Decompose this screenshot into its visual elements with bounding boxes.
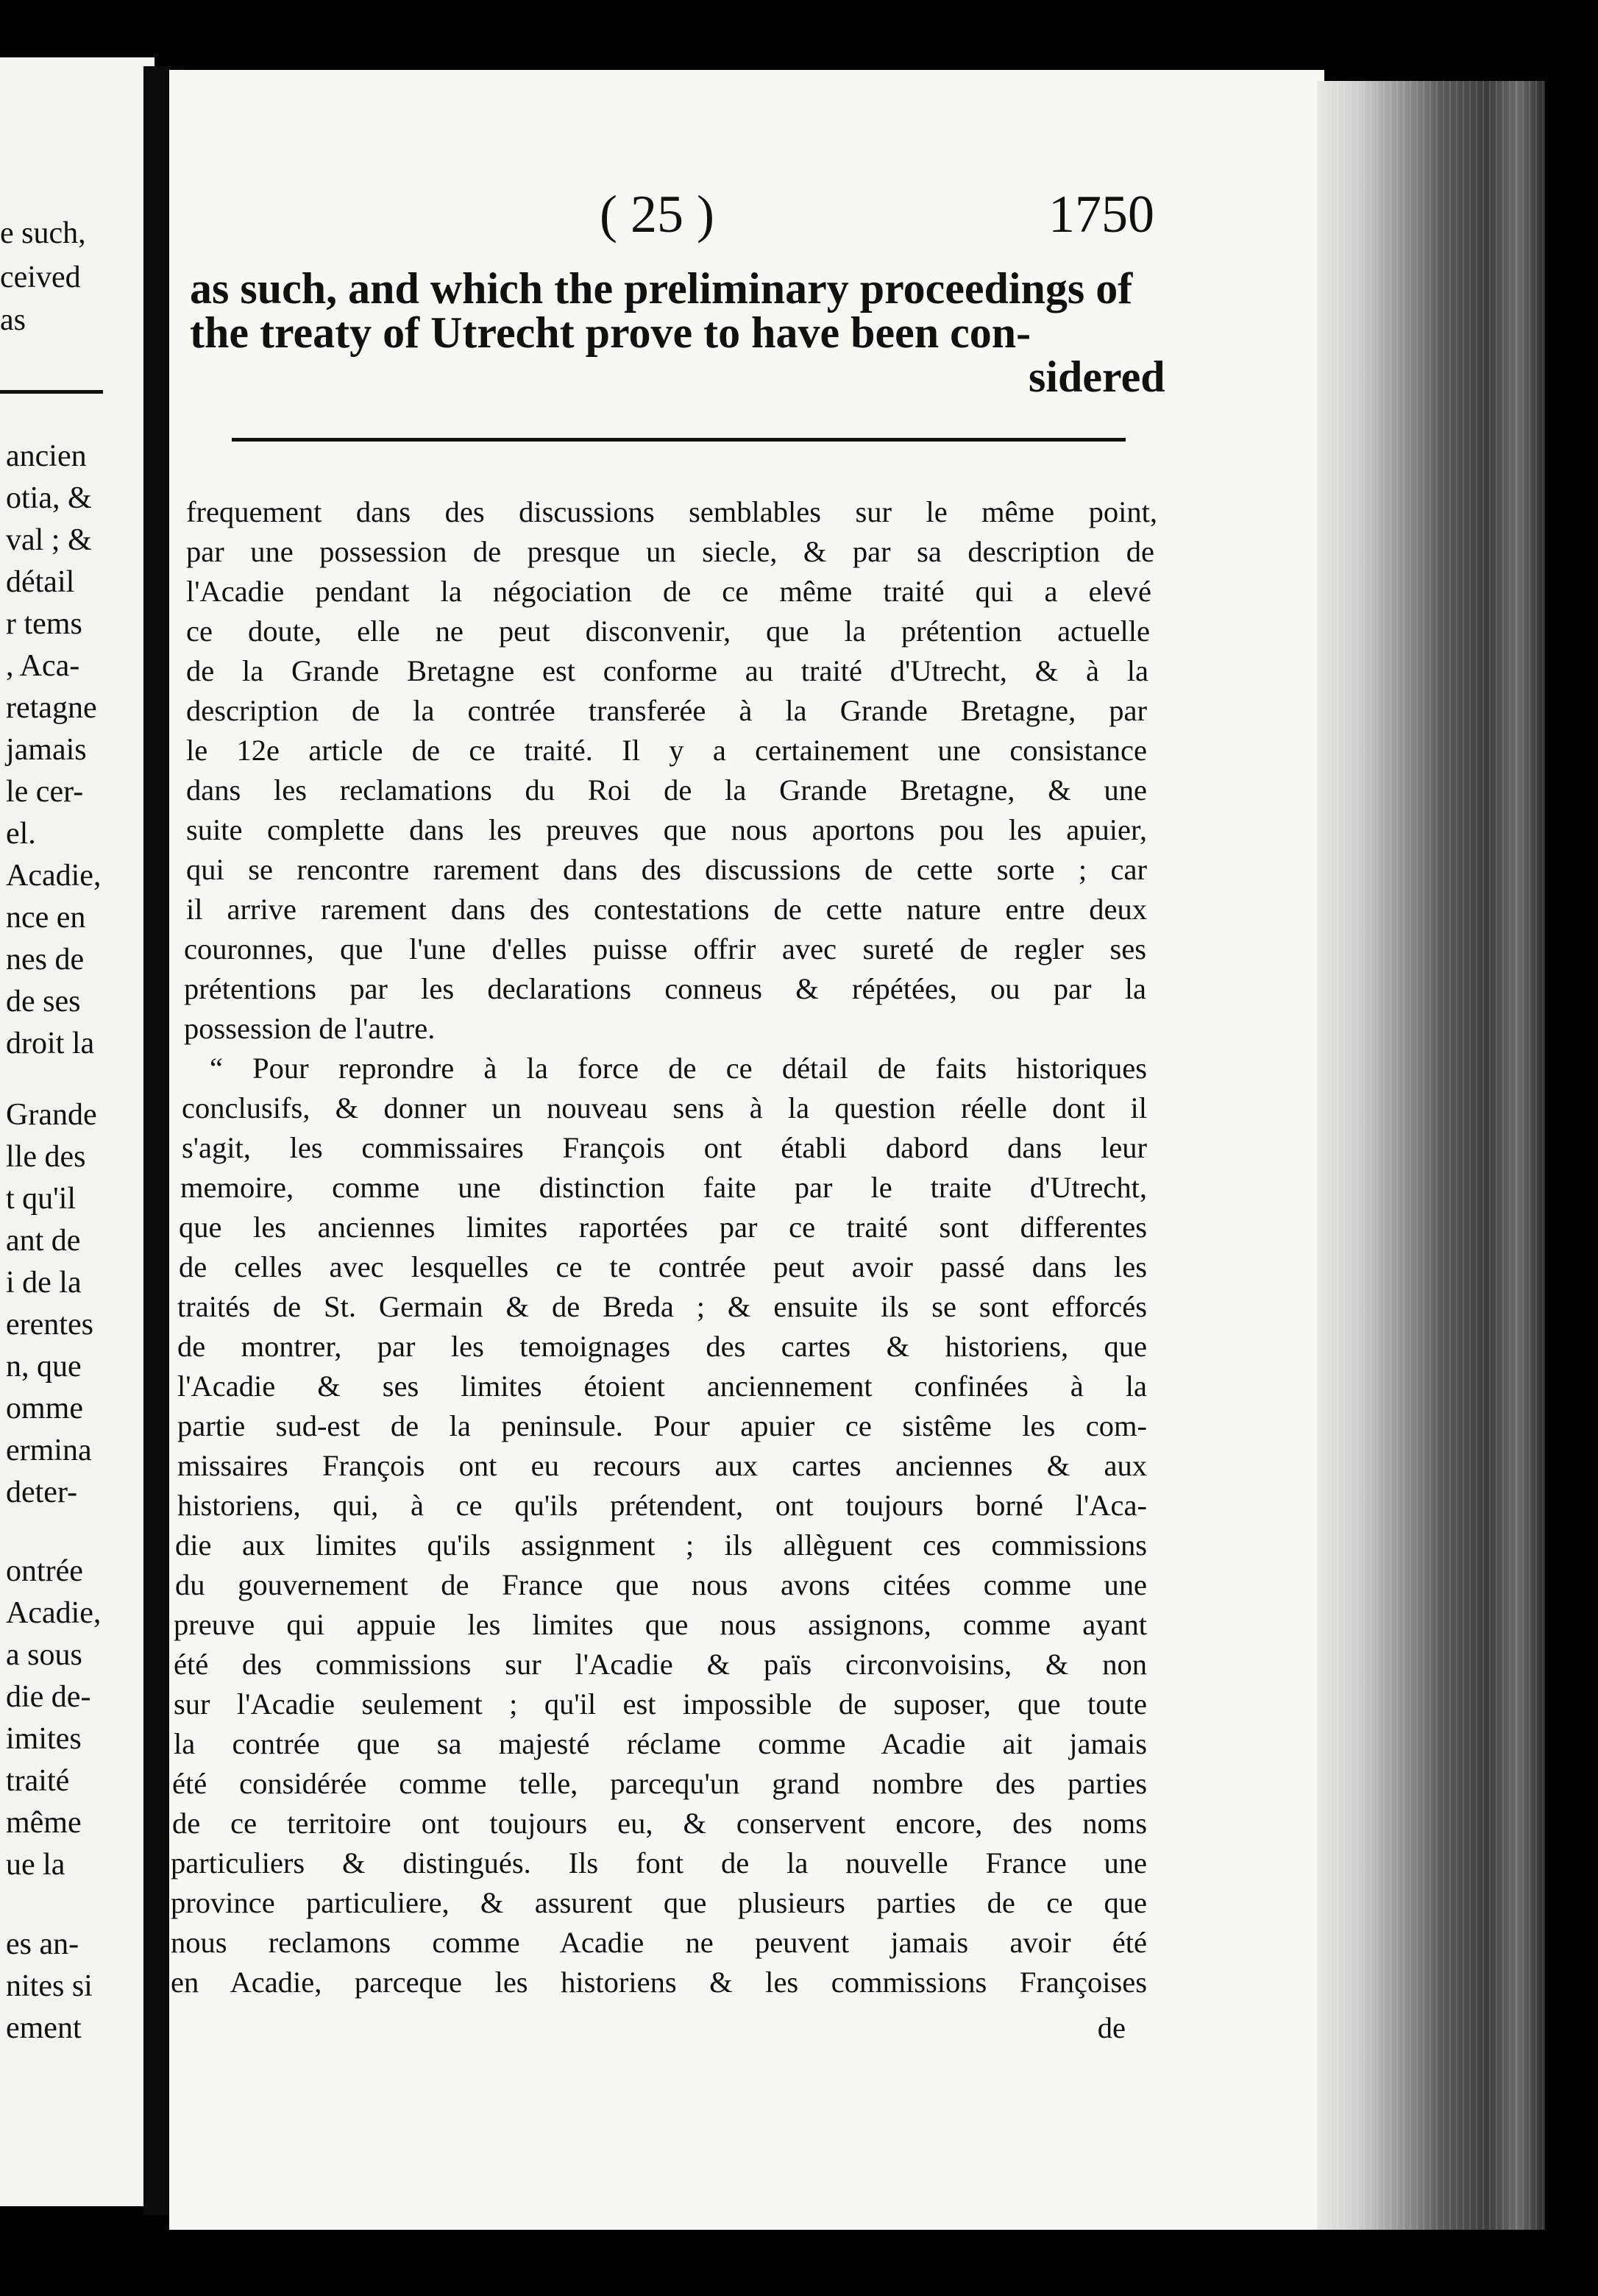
french-text-line: historiens, qui, à ce qu'ils prétendent, ont toujours borné l'Aca- xyxy=(177,1489,1147,1522)
french-text-line: sur l'Acadie seulement ; qu'il est impossible de suposer, que toute xyxy=(174,1687,1147,1721)
left-page-line: as xyxy=(0,303,26,337)
left-page-line: ermina xyxy=(6,1434,92,1467)
french-text-line: particuliers & distingués. Ils font de la nouvelle France une xyxy=(171,1846,1147,1879)
page-year: 1750 xyxy=(1048,185,1154,244)
left-page-line: même xyxy=(6,1806,82,1840)
left-page-line: ontrée xyxy=(6,1554,83,1588)
french-text-line: s'agit, les commissaires François ont établi dabord dans leur xyxy=(182,1131,1147,1164)
french-text-line: suite complette dans les preuves que nous aportons pou les apuier, xyxy=(186,813,1147,846)
left-page-line: es an- xyxy=(6,1927,79,1961)
french-text-line: qui se rencontre rarement dans des discussions de cette sorte ; car xyxy=(186,853,1147,886)
left-page-line: n, que xyxy=(6,1350,82,1383)
left-page-line: r tems xyxy=(6,607,82,641)
catchword: de xyxy=(1097,2011,1126,2044)
french-text-line: description de la contrée transferée à la Grande Bretagne, par xyxy=(186,694,1147,727)
left-page-line: Grande xyxy=(6,1098,97,1132)
french-text-line: conclusifs, & donner un nouveau sens à la question réelle dont il xyxy=(182,1091,1147,1124)
left-page-line: détail xyxy=(6,565,75,599)
french-text-line: nous reclamons comme Acadie ne peuvent jamais avoir été xyxy=(171,1926,1147,1959)
left-page-line: nes de xyxy=(6,943,85,977)
english-text-line: the treaty of Utrecht prove to have been con- xyxy=(190,308,1031,357)
french-text-line: du gouvernement de France que nous avons citées comme une xyxy=(175,1568,1147,1601)
left-page-line: ant de xyxy=(6,1224,81,1258)
french-text-line: ce doute, elle ne peut disconvenir, que la prétention actuelle xyxy=(186,614,1150,648)
french-text-line: il arrive rarement dans des contestations de cette nature entre deux xyxy=(186,893,1147,926)
left-page-line: nce en xyxy=(6,901,86,935)
left-page-line: ancien xyxy=(6,439,87,473)
left-page-line: die de- xyxy=(6,1680,91,1714)
french-text-line: possession de l'autre. xyxy=(184,1012,436,1045)
left-page-line: el. xyxy=(6,817,36,851)
french-text-line: traités de St. Germain & de Breda ; & ensuite ils se sont efforcés xyxy=(177,1290,1147,1323)
left-page-line: a sous xyxy=(6,1638,82,1672)
left-page-line: deter- xyxy=(6,1475,78,1509)
left-page-line: de ses xyxy=(6,985,81,1018)
french-text-line: couronnes, que l'une d'elles puisse offrir avec sureté de regler ses xyxy=(184,932,1146,965)
left-page-line: val ; & xyxy=(6,523,92,557)
french-text-line: preuve qui appuie les limites que nous assignons, comme ayant xyxy=(174,1608,1147,1641)
left-page-line: omme xyxy=(6,1392,83,1425)
french-text-line: dans les reclamations du Roi de la Grande Bretagne, & une xyxy=(186,773,1147,807)
french-text-line: la contrée que sa majesté réclame comme Acadie ait jamais xyxy=(174,1727,1147,1760)
french-text-line: memoire, comme une distinction faite par le traite d'Utrecht, xyxy=(180,1171,1147,1204)
left-page-line: e such, xyxy=(0,216,86,250)
left-page-line: retagne xyxy=(6,691,97,725)
french-text-line: de la Grande Bretagne est conforme au traité d'Utrecht, & à la xyxy=(186,654,1148,687)
left-page-line: traité xyxy=(6,1764,70,1798)
left-page-line: ement xyxy=(6,2011,82,2045)
left-page-line: jamais xyxy=(6,733,87,767)
left-page-line: , Aca- xyxy=(6,649,80,683)
french-text-line: partie sud-est de la peninsule. Pour apuier ce sistême les com- xyxy=(177,1409,1147,1442)
french-text-line: frequement dans des discussions semblables sur le même point, xyxy=(186,495,1157,528)
french-text-line: de celles avec lesquelles ce te contrée peut avoir passé dans les xyxy=(179,1250,1147,1283)
french-text-line: “ Pour reprondre à la force de ce détail de faits historiques xyxy=(210,1052,1147,1085)
left-page-line: ue la xyxy=(6,1848,65,1882)
section-rule xyxy=(232,438,1126,442)
left-page-line: ceived xyxy=(0,261,81,294)
french-text-line: que les anciennes limites raportées par ce traité sont differentes xyxy=(179,1211,1147,1244)
english-text-line: sidered xyxy=(1029,352,1165,401)
left-page-line: nites si xyxy=(6,1969,93,2003)
left-page-line: droit la xyxy=(6,1027,95,1060)
english-text-line: as such, and which the preliminary proceedings of xyxy=(190,264,1133,313)
left-page-rule xyxy=(0,390,103,394)
french-text-line: l'Acadie & ses limites étoient anciennement confinées à la xyxy=(177,1370,1147,1403)
left-page-line: imites xyxy=(6,1722,82,1756)
french-text-line: par une possession de presque un siecle, & par sa description de xyxy=(186,535,1154,568)
left-page xyxy=(0,57,155,2206)
french-text-line: été des commissions sur l'Acadie & païs circonvoisins, & non xyxy=(174,1648,1147,1681)
left-page-line: le cer- xyxy=(6,775,84,809)
french-text-line: die aux limites qu'ils assignment ; ils allèguent ces commissions xyxy=(175,1528,1147,1562)
page-number: ( 25 ) xyxy=(600,185,714,244)
french-text-line: province particuliere, & assurent que plusieurs parties de ce que xyxy=(171,1886,1147,1919)
french-text-line: le 12e article de ce traité. Il y a certainement une consistance xyxy=(186,734,1147,767)
french-text-line: de ce territoire ont toujours eu, & conservent encore, des noms xyxy=(172,1807,1147,1840)
left-page-line: lle des xyxy=(6,1140,86,1174)
left-page-line: t qu'il xyxy=(6,1182,77,1216)
french-text-line: de montrer, par les temoignages des cartes & historiens, que xyxy=(177,1330,1147,1363)
left-page-line: erentes xyxy=(6,1308,93,1342)
french-text-line: prétentions par les declarations conneus & répétées, ou par la xyxy=(184,972,1146,1005)
french-text-line: en Acadie, parceque les historiens & les commissions Françoises xyxy=(171,1966,1147,1999)
french-text-line: missaires François ont eu recours aux cartes anciennes & aux xyxy=(177,1449,1147,1482)
left-page-line: i de la xyxy=(6,1266,82,1300)
french-text-line: l'Acadie pendant la négociation de ce même traité qui a elevé xyxy=(186,575,1151,608)
left-page-line: Acadie, xyxy=(6,1596,102,1630)
page-edge xyxy=(1317,81,1545,2230)
left-page-line: Acadie, xyxy=(6,859,102,893)
french-text-line: été considérée comme telle, parcequ'un grand nombre des parties xyxy=(172,1767,1147,1800)
left-page-line: otia, & xyxy=(6,481,92,515)
